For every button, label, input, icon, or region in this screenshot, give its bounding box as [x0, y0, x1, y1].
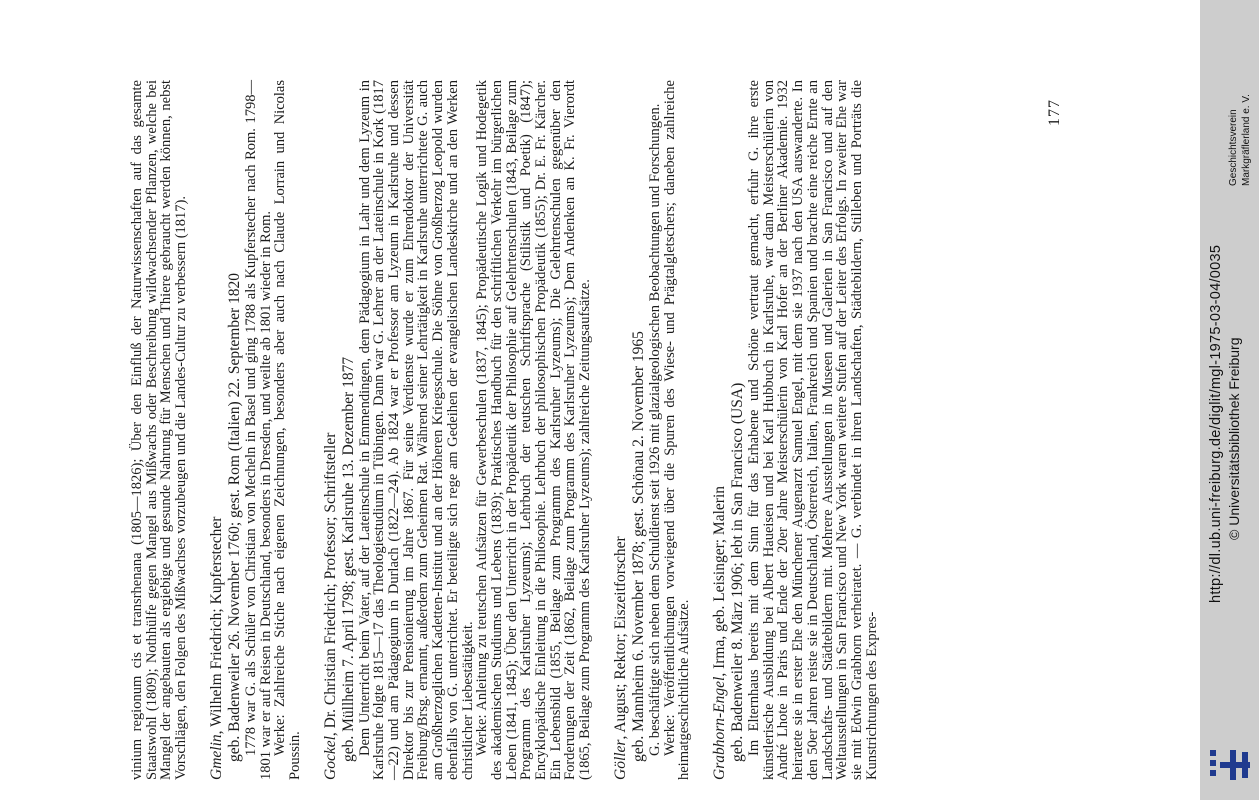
intro-paragraph: vinium regionum cis et transrhenana (1805—1826); Über den Einfluß der Naturwissenschaften auf das gesamte Staatswohl (1809); Nothhülfe gegen Mangel aus Mißwachs oder Beschreibung wildwachsender Pflanzen, welche bei Mangel der angebauten als ergiebige und gesunde Nahrung für Menschen und Thiere gebraucht werden können, nebst Vorschlägen, den Folgen des Mißwachses vorzubeugen und die Landes-Cultur zu verbessern (1817). [129, 80, 190, 780]
page-number-value: 177 [1046, 99, 1063, 126]
entry-works: Werke: Zahlreiche Stiche nach eigenen Zeichnungen, besonders aber auch nach Claude Lorrain und Nicolas Poussin. [272, 80, 303, 780]
entry-works: Werke: Veröffentlichungen vorwiegend über die Spuren des Wiese- und Prägtalgletschers; daneben zahlreiche heimatgeschichtliche Aufsätze. [661, 80, 693, 780]
entry-dates: geb. Badenweiler 26. November 1760; gest. Rom (Italien) 22. September 1820 [225, 273, 243, 762]
entry-works: Werke: Anleitung zu teutschen Aufsätzen für Gewerbeschulen (1837, 1845); Propädeutische Logik und Hodegetik des akademischen Studiums und Lebens (1839); Praktisches Handbuch für den schriftlichen Verkehr im bürgerlichen Leben (1841, 1845); Über den Unterricht in der Propädeutik der Philosophie auf Gelehrtenschulen (1843, Beilage zum Programm des Karlsruher Lyzeums); Lehrbuch der teutschen Schriftsprache (Stilistik und Poetik) (1847); Encyklopädische Einleitung in die Philosophie. Lehrbuch der philosophischen Propädeutik (1855); Dr. E. Fr. Kärcher. Ein Lebensbild (1855, Beilage zum Programm des Karlsruher Lyzeums); Die Gelehrtenschulen gegenüber den Forderungen der Zeit (1862, Beilage zum Programm des Karlsruher Lyzeums); Dem Andenken an K. Fr. Vierordt (1865, Beilage zum Programm des Karlsruher Lyzeums); zahlreiche Zeitungsaufsätze. [474, 80, 594, 780]
entry-dates: geb. Mannheim 6. November 1878; gest. Schönau 2. November 1965 [629, 331, 647, 762]
entry-heading-gockel [322, 80, 340, 780]
entry-dates: geb. Müllheim 7. April 1798; gest. Karlsruhe 13. Dezember 1877 [339, 356, 357, 762]
entry-body: Dem Unterricht beim Vater, auf der Lateinschule in Emmendingen, dem Pädagogium in Lahr und dem Lyzeum in Karlsruhe folgte 1815—17 das Theologiestudium in Tübingen. Dann war G. Lehrer an der Lateinschule in Kork (1817—22) und am Pädagogium in Durlach (1822—24). Ab 1824 war er Professor am Lyzeum in Karlsruhe und dessen Direktor bis zur Pensionierung im Jahre 1867. Für seine Verdienste wurde er zum Ehrendoktor der Universität Freiburg/Brsg. ernannt, außerdem zum Geheimen Rat. Während seiner Lehrtätigkeit in Karlsruhe unterrichtete G. auch am Großherzoglichen Kadetten-Institut und an der Höheren Kriegsschule. Die Söhne von Großherzog Leopold wurden ebenfalls von G. unterrichtet. Er beteiligte sich rege am Gedeihen der evangelischen Landeskirche und an den Werken christlicher Liebestätigkeit. [356, 80, 476, 780]
entry-name: Gmelin [207, 734, 225, 780]
entry-heading-gmelin [208, 80, 226, 780]
entry-body: Im Elternhaus bereits mit dem Sinn für das Erhabene und Schöne vertraut gemacht, erfuhr G. ihre erste künstlerische Ausbildung bei Albert Haueisen und bei Karl Hubbuch in Karlsruhe, war dann Meisterschülerin von André Lhote in Paris und Ende der 20er Jahre Meisterschülerin von Karl Hofer an der Berliner Akademie. 1932 heiratete sie in erster Ehe den Münchener Augenarzt Samuel Engel, mit dem sie 1937 nach den USA auswanderte. In den 50er Jahren reiste sie in Deutschland, Österreich, Italien, Frankreich und Spanien und brachte eine reiche Ernte an Landschafts- und Städtebildern mit. Mehrere Ausstellungen in Museen und Galerien in San Francisco und auf den Weltausstellungen in San Francisco und New York waren weitere Stufen auf der Leiter des Erfolgs. In zweiter Ehe war sie mit Edwin Grabhorn verheiratet. — G. verbindet in ihren Landschaften, Städtebildern, Stilleben und Porträts die Kunstrichtungen des Expres- [745, 80, 880, 780]
entry-body: 1778 war G. als Schüler von Christian von Mecheln in Basel und ging 1788 als Kupferstecher nach Rom. 1798—1801 war er auf Reisen in Deutschland, besonders in Dresden, und weilte ab 1801 wieder in Rom. [242, 80, 274, 780]
entry-name: Gockel [321, 736, 339, 780]
page-number [1046, 99, 1064, 126]
university-library-logo-icon[interactable] [1208, 748, 1254, 782]
copyright-notice: © Universitätsbibliothek Freiburg [1226, 337, 1242, 540]
entry-body: G. beschäftigte sich neben dem Schuldienst seit 1926 mit glazialgeologischen Beobachtungen und Forschungen. [646, 103, 663, 756]
entry-name: Grabhorn-Engel [710, 676, 728, 780]
entry-title: , Wilhelm Friedrich; Kupferstecher [207, 516, 225, 735]
society-name-line1: Geschichtsverein [1228, 109, 1239, 186]
entry-title: , Irma, geb. Leisinger; Malerin [710, 486, 728, 677]
entry-dates: geb. Badenweiler 8. März 1906; lebt in San Francisco (USA) [728, 382, 746, 762]
society-name-line2: Markgräflerland e. V. [1241, 94, 1252, 186]
entry-name: Göller [611, 739, 629, 780]
entry-heading-grabhorn-engel [711, 80, 729, 780]
entry-title: , Dr. Christian Friedrich; Professor; Schriftsteller [321, 432, 339, 737]
page-text-block [130, 80, 1090, 780]
entry-title: , August; Rektor; Eiszeitforscher [611, 536, 629, 740]
document-url[interactable]: http://dl.ub.uni-freiburg.de/diglit/mgl-1975-03-04/0035 [1208, 244, 1224, 603]
entry-heading-goeller [612, 80, 630, 780]
